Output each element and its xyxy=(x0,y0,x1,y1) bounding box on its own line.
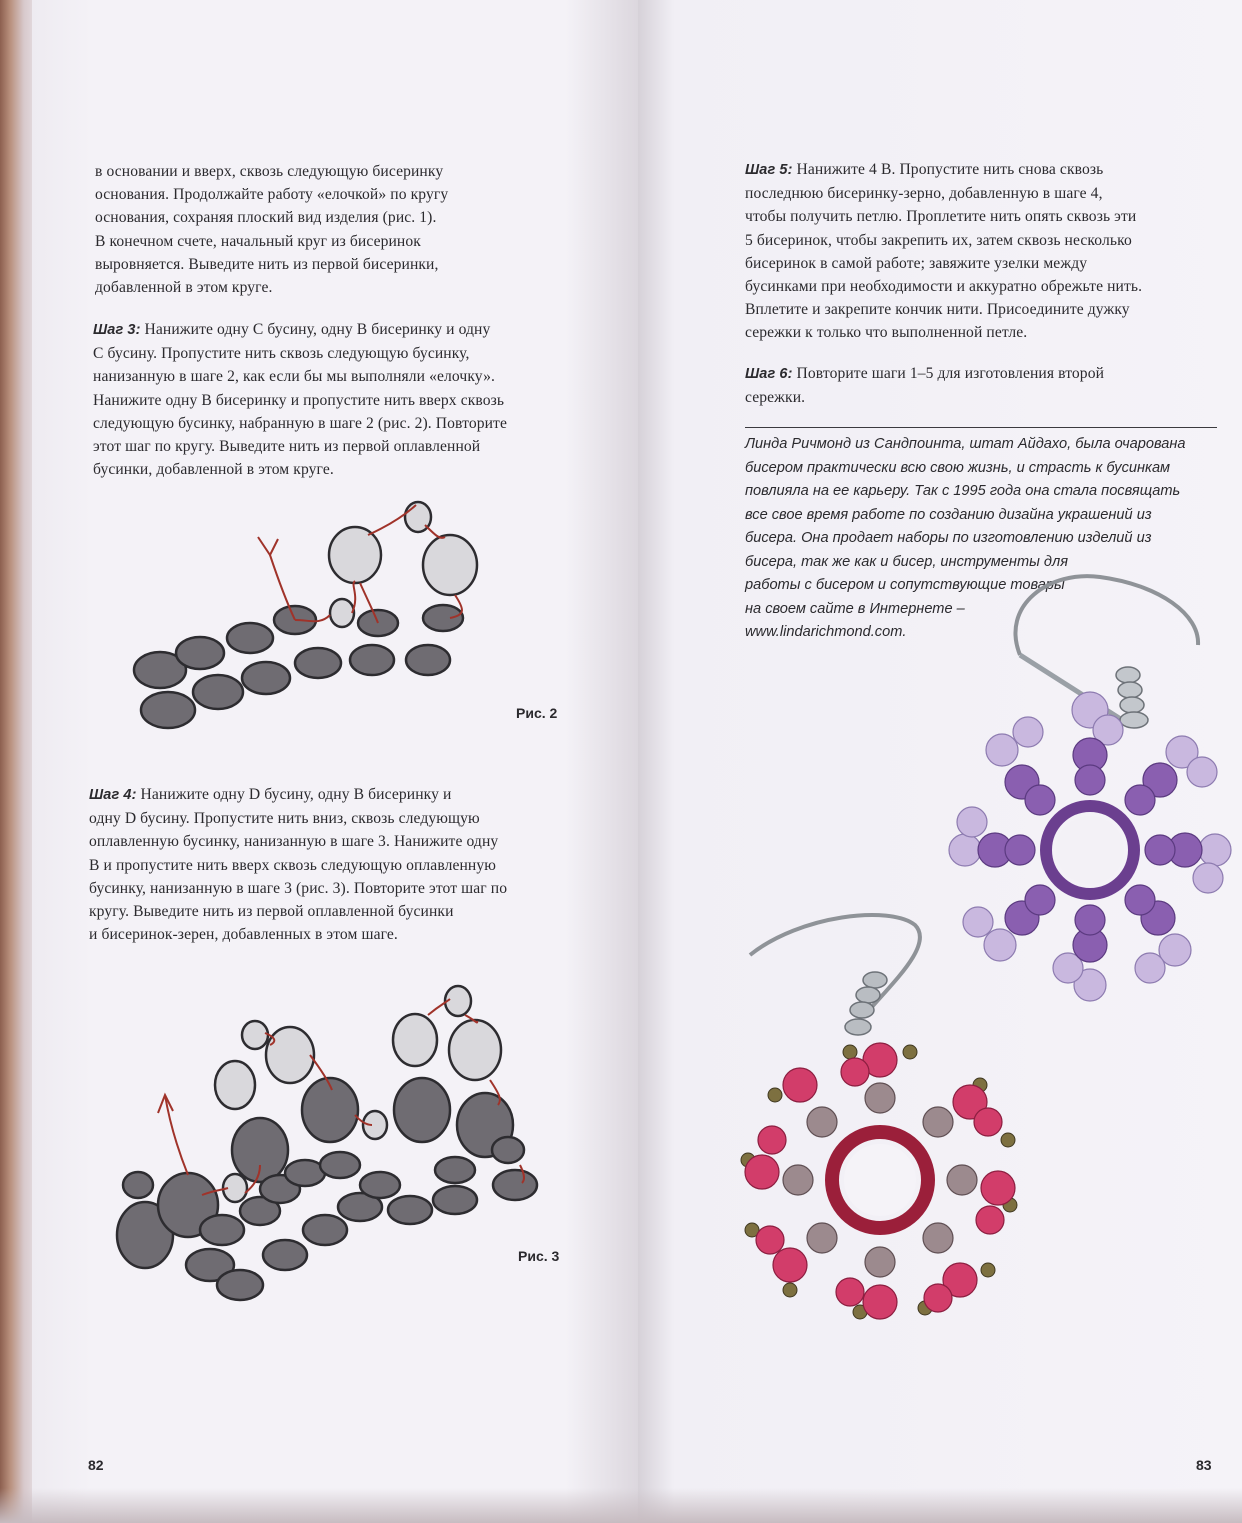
step-4-paragraph xyxy=(89,783,507,946)
text-line: Нанижите одну С бусину, одну В бисеринку и одну xyxy=(144,321,491,338)
pink-earring-photo xyxy=(740,905,1040,1335)
step-4-label: Шаг 4: xyxy=(89,787,137,803)
bio-line: бисера, так же как и бисер, инструменты для xyxy=(745,553,1068,570)
text-line: Повторите шаги 1–5 для изготовления второй xyxy=(796,365,1105,382)
text-line: последнюю бисеринку-зерно, добавленную в шаге 4, xyxy=(745,185,1103,203)
section-divider xyxy=(745,427,1217,428)
text-line: добавленной в этом круге. xyxy=(95,279,273,297)
text-line: В и пропустите нить вверх сквозь следующую оплавленную xyxy=(89,856,497,874)
text-line: Нанижите одну D бусину, одну В бисеринку и xyxy=(140,786,452,803)
step-3-label: Шаг 3: xyxy=(93,322,141,338)
text-line: Вплетите и закрепите кончик нити. Присоедините дужку xyxy=(745,301,1130,319)
text-line: чтобы получить петлю. Проплетите нить опять сквозь эти xyxy=(745,208,1137,226)
step-6-paragraph xyxy=(745,362,1104,409)
figure-3-bead-diagram xyxy=(110,985,550,1305)
text-line: Нанижите одну В бисеринку и пропустите нить вверх сквозь xyxy=(93,391,505,409)
text-line: В конечном счете, начальный круг из бисеринок xyxy=(95,232,421,250)
text-line: бусинки, добавленной в этом круге. xyxy=(93,461,334,479)
text-line: нанизанную в шаге 2, как если бы мы выполняли «елочку». xyxy=(93,368,495,386)
text-line: в основании и вверх, сквозь следующую бисеринку xyxy=(95,163,444,180)
page-number-82: 82 xyxy=(88,1457,104,1473)
text-line: выровняется. Выведите нить из первой бисеринки, xyxy=(95,255,439,273)
text-line: С бусину. Пропустите нить сквозь следующую бусинку, xyxy=(93,345,470,363)
text-line: бусинку, нанизанную в шаге 3 (рис. 3). Повторите этот шаг по xyxy=(89,879,508,897)
step-5-paragraph xyxy=(745,158,1142,345)
step-6-label: Шаг 6: xyxy=(745,366,793,382)
page-number-83: 83 xyxy=(1196,1457,1212,1473)
page-bottom-shadow xyxy=(0,1488,1242,1523)
text-line: этот шаг по кругу. Выведите нить из первой оплавленной xyxy=(93,438,481,456)
figure-2-caption: Рис. 2 xyxy=(516,705,558,721)
text-line: основания. Продолжайте работу «елочкой» по кругу xyxy=(95,186,449,204)
bio-line: www.lindarichmond.com. xyxy=(745,624,907,640)
bio-line: на своем сайте в Интернете – xyxy=(745,600,965,617)
text-line: основания, сохраняя плоский вид изделия (рис. 1). xyxy=(95,209,437,227)
bio-line: бисером практически всю свою жизнь, и страсть к бусинкам xyxy=(745,459,1171,476)
text-line: Нанижите 4 В. Пропустите нить снова сквозь xyxy=(796,161,1104,178)
text-line: следующую бусинку, набранную в шаге 2 (рис. 2). Повторите xyxy=(93,414,507,432)
text-line: оплавленную бусинку, нанизанную в шаге 3. Нанижите одну xyxy=(89,833,499,851)
text-line: сережки. xyxy=(745,389,806,407)
bio-line: работы с бисером и сопутствующие товары xyxy=(745,577,1065,593)
text-line: бисеринок в самой работе; завяжите узелки между xyxy=(745,254,1088,272)
text-line: бусинками при необходимости и аккуратно обрежьте нить. xyxy=(745,278,1143,296)
text-line: одну D бусину. Пропустите нить вниз, сквозь следующую xyxy=(89,810,480,828)
paragraph-continuation xyxy=(95,160,448,299)
step-3-paragraph xyxy=(93,318,507,481)
bio-line: повлияла на ее карьеру. Так с 1995 года она стала посвящать xyxy=(745,483,1181,499)
figure-3-caption: Рис. 3 xyxy=(518,1248,560,1264)
text-line: и бисеринок-зерен, добавленных в этом шаге. xyxy=(89,926,398,944)
bio-line: бисера. Она продает наборы по изготовлению изделий из xyxy=(745,530,1152,546)
bio-line: все свое время работе по созданию дизайна украшений из xyxy=(745,506,1152,523)
bio-line: Линда Ричмонд из Сандпоинта, штат Айдахо, была очарована xyxy=(745,436,1186,452)
text-line: сережки к только что выполненной петле. xyxy=(745,324,1028,342)
text-line: 5 бисеринок, чтобы закрепить их, затем сквозь несколько xyxy=(745,231,1132,249)
step-5-label: Шаг 5: xyxy=(745,162,793,178)
text-line: кругу. Выведите нить из первой оплавленной бусинки xyxy=(89,903,454,921)
